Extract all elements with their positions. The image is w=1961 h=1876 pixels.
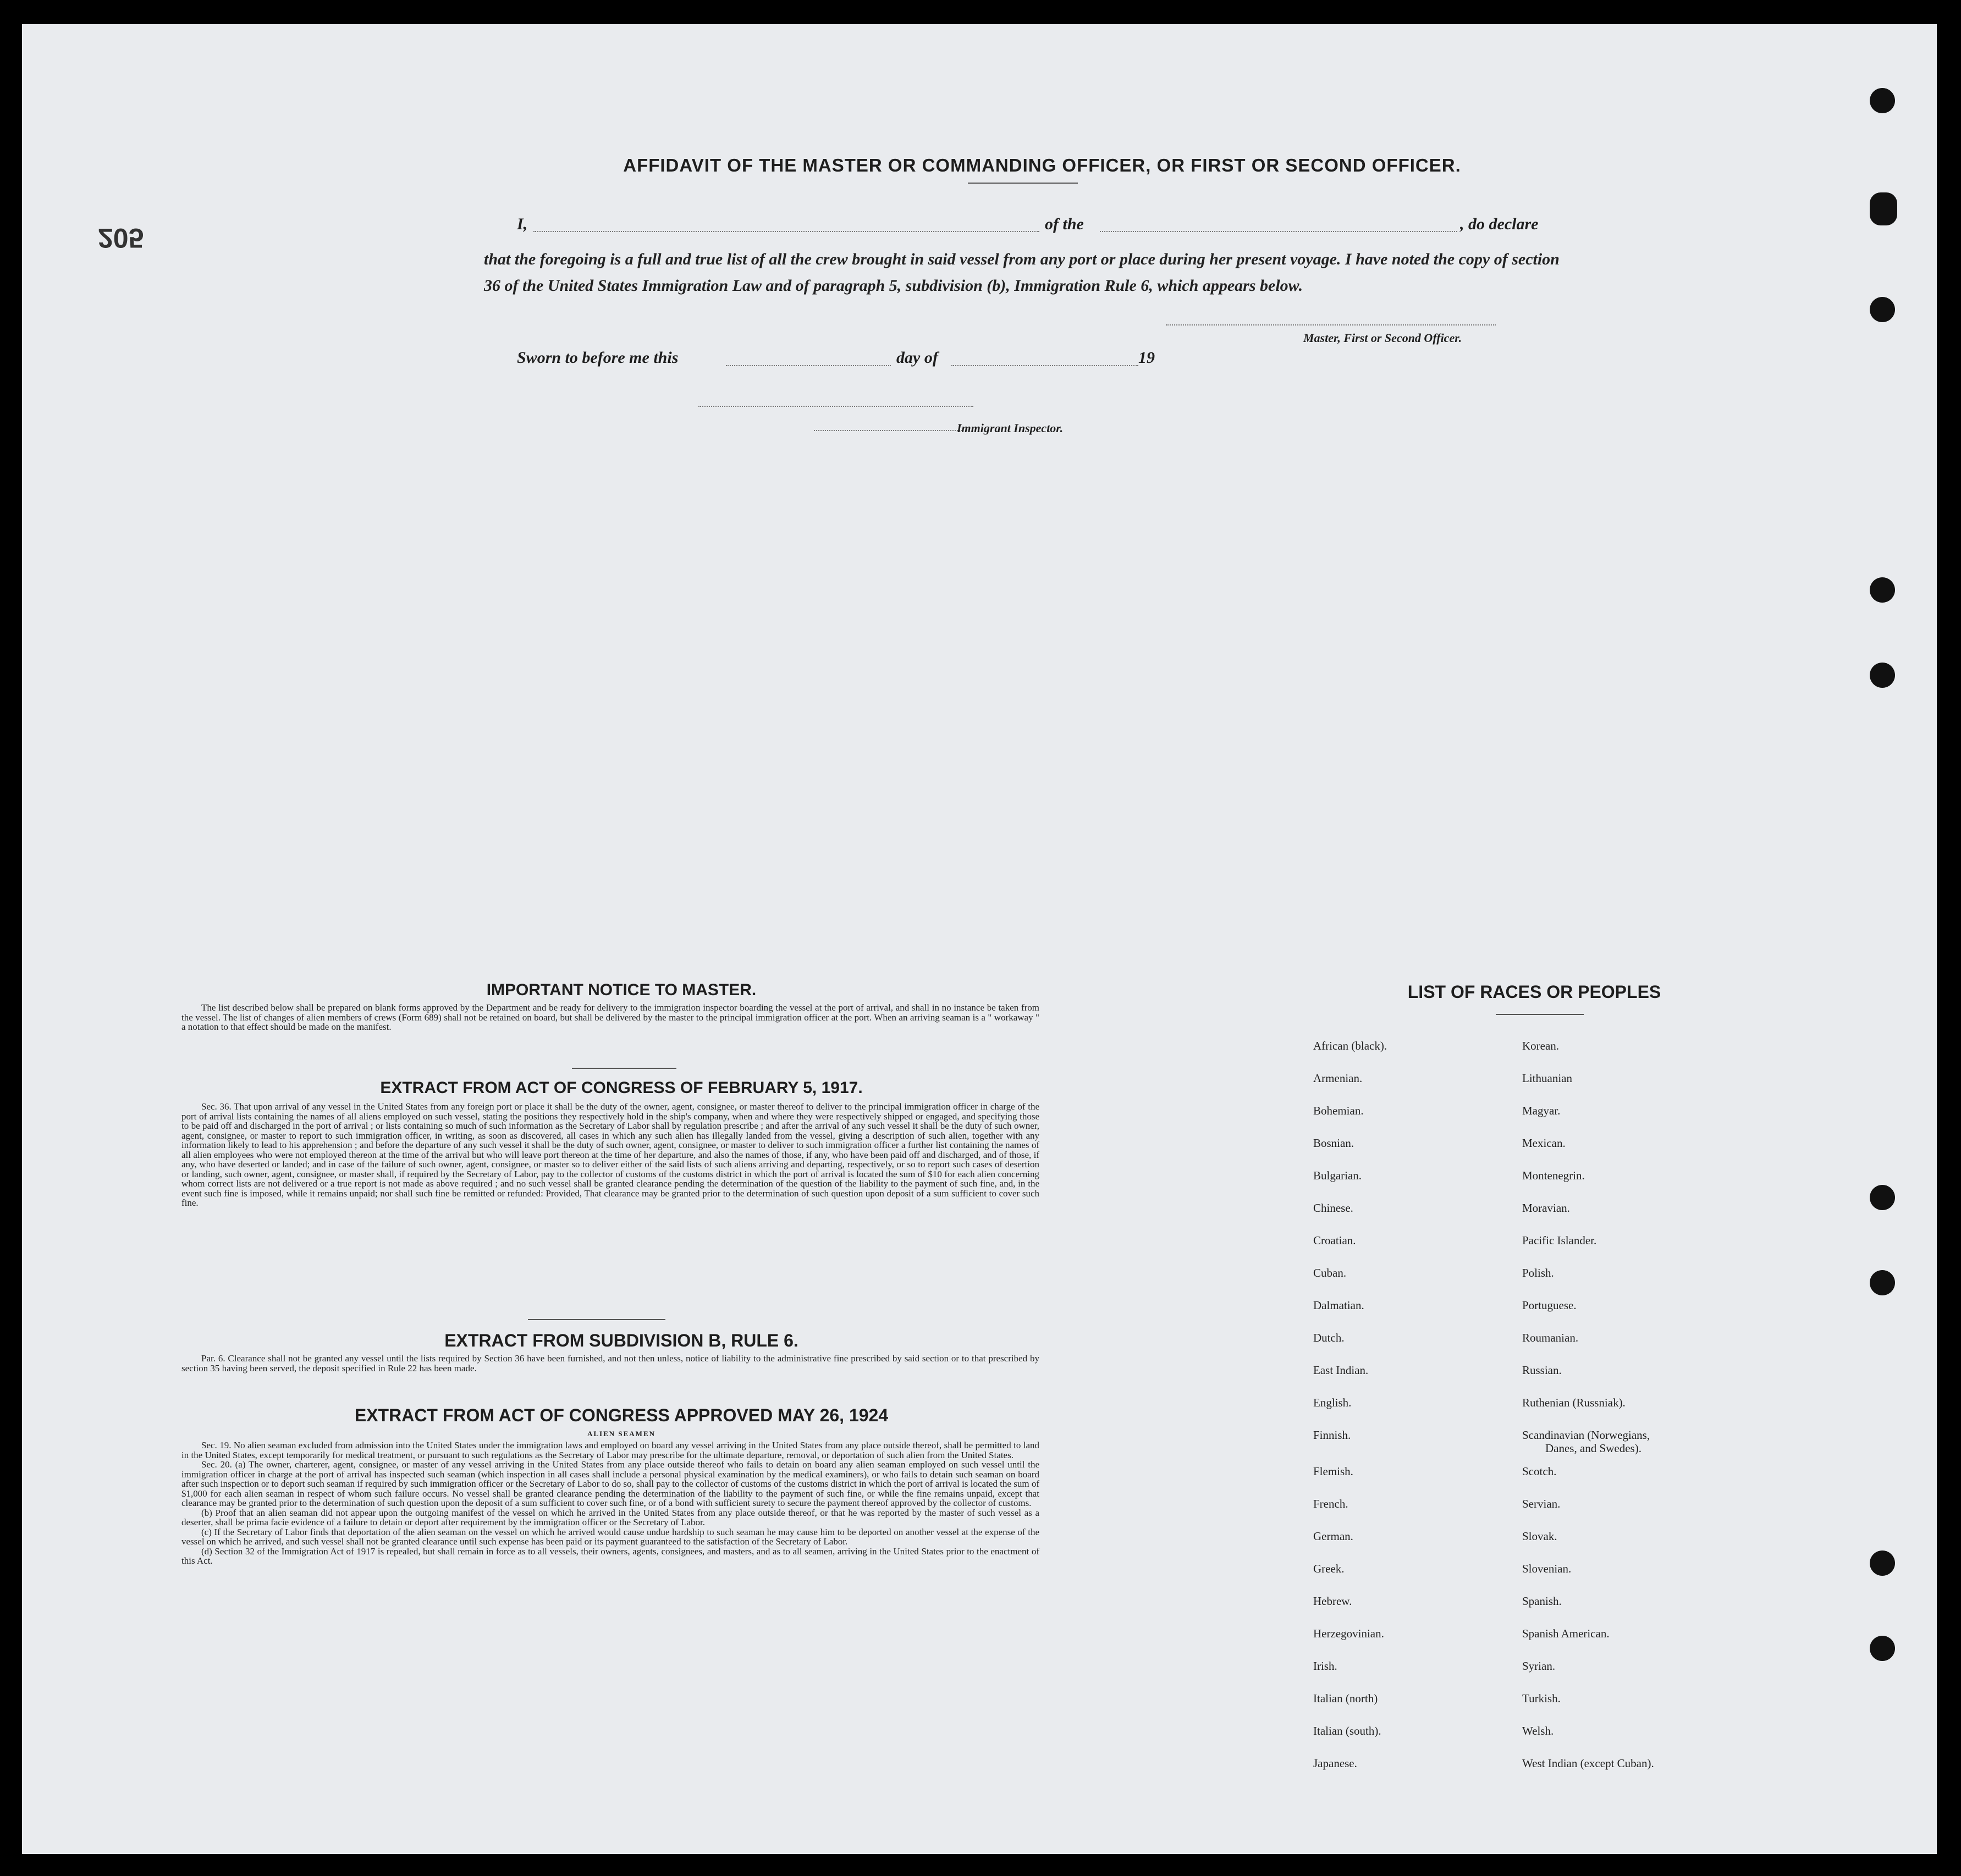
race-item: Mexican. [1522,1136,1566,1150]
inspector-signature-line[interactable] [698,406,973,407]
vessel-field[interactable] [1100,231,1457,232]
race-item: Slovak. [1522,1530,1557,1543]
binder-hole [1870,663,1895,688]
races-title: LIST OF RACES OR PEOPLES [1407,982,1661,1002]
race-item: Japanese. [1313,1757,1357,1770]
race-item: African (black). [1313,1039,1387,1052]
race-item: Irish. [1313,1659,1337,1673]
paragraph-sec20b: (b) Proof that an alien seaman did not appear upon the outgoing manifest of the vessel on which he arrived in the United States from any place outside thereof, or that he was reported by the master of such vessel as a deserter, shall be prima facie evidence of a failure to detain or deport after requirement by the immigration officer or the Secretary of Labor. [181,1507,1039,1527]
paragraph-sec20c: (c) If the Secretary of Labor finds that deportation of the alien seaman on the vessel on which he arrived would cause undue hardship to such seaman he may cause him to be deported on another vessel at the expense of the vessel on which he arrived, and such vessel shall not be granted clearance until such expense has been paid or its payment guaranteed to the satisfaction of the Secretary of Labor. [181,1526,1039,1547]
extract-1924-text [181,1441,1039,1566]
race-item: Servian. [1522,1497,1561,1510]
race-item: Cuban. [1313,1266,1347,1279]
day-field[interactable] [726,365,891,366]
race-item: Italian (north) [1313,1692,1378,1705]
race-item: Portuguese. [1522,1299,1577,1312]
extract-1924-subtitle: ALIEN SEAMEN [587,1430,656,1438]
day-of-label: day of [896,349,938,367]
race-item: Danes, and Swedes). [1545,1442,1641,1455]
race-item: Lithuanian [1522,1072,1572,1085]
race-item: Italian (south). [1313,1724,1381,1737]
race-item: Dalmatian. [1313,1299,1364,1312]
race-item: Russian. [1522,1364,1562,1377]
notice-text: The list described below shall be prepared on blank forms approved by the Department and be ready for delivery to the immigration inspector boarding the vessel at the port of arrival, and shall in no instance be taken from the vessel. The list of changes of alien members of crews (Form 689) shall not be retained on board, but shall be delivered by the master to the principal immigration officer at the port. When an arriving seaman is a " workaway " a notation to that effect should be made on the manifest. [181,1002,1039,1032]
race-item: Finnish. [1313,1428,1351,1442]
of-the-label: of the [1045,215,1084,233]
race-item: Croatian. [1313,1234,1356,1247]
binder-hole [1870,1185,1895,1210]
race-item: Armenian. [1313,1072,1363,1085]
notice-title: IMPORTANT NOTICE TO MASTER. [486,981,757,999]
race-item: Korean. [1522,1039,1560,1052]
race-item: Scotch. [1522,1465,1557,1478]
title-rule [968,183,1078,184]
race-item: English. [1313,1396,1352,1409]
race-item: German. [1313,1530,1353,1543]
paragraph-sec20d: (d) Section 32 of the Immigration Act of 1917 is repealed, but shall remain in force as to all vessels, their owners, agents, consignees, and masters, and as to all seamen, arriving in the United States prior to the enactment of this Act. [181,1546,1039,1566]
binder-hole [1870,1270,1895,1295]
race-item: Bosnian. [1313,1136,1354,1150]
affidavit-title: AFFIDAVIT OF THE MASTER OR COMMANDING OFFICER, OR FIRST OR SECOND OFFICER. [623,155,1461,175]
binder-hole [1870,88,1895,113]
inspector-field[interactable] [814,430,962,431]
divider [572,1068,676,1069]
inspector-label: Immigrant Inspector. [957,421,1064,435]
race-item: Syrian. [1522,1659,1556,1673]
extract-1924-title: EXTRACT FROM ACT OF CONGRESS APPROVED MAY 26, 1924 [354,1405,889,1425]
binder-hole [1870,297,1895,322]
race-item: Greek. [1313,1562,1345,1575]
race-item: Flemish. [1313,1465,1353,1478]
month-field[interactable] [951,365,1138,366]
divider [528,1319,665,1320]
race-item: Scandinavian (Norwegians, [1522,1428,1650,1442]
extract-rule6-text: Par. 6. Clearance shall not be granted any vessel until the lists required by Section 36 have been furnished, and not then unless, notice of liability to the administrative fine prescribed by said section or to that prescribed by section 35 having been served, the deposit specified in Rule 22 has been made. [181,1353,1039,1373]
paragraph-sec19: Sec. 19. No alien seaman excluded from admission into the United States under the immigration laws and employed on board any vessel arriving in the United States from any place outside thereof, shall be permitted to land in the United States, except temporarily for medical treatment, or pursuant to such regulations as the Secretary of Labor may prescribe for the ultimate departure, removal, or deportation of such alien from the United States. [181,1440,1039,1460]
page-number: 205 [98,223,144,253]
form-page [22,24,1937,1854]
race-item: East Indian. [1313,1364,1369,1377]
race-item: Chinese. [1313,1201,1353,1215]
extract-1917-text: Sec. 36. That upon arrival of any vessel in the United States from any foreign port or place it shall be the duty of the owner, agent, consignee, or master thereof to deliver to the principal immigration officer in charge of the port of arrival lists containing the names of all aliens employed on such vessel, stating the positions they respectively hold in the ship's company, when and where they were respectively shipped or engaged, and specifying those to be paid off and discharged in the port of arrival ; or lists containing so much of such information as the Secretary of Labor shall by regulation prescribe ; and after the arrival of any such vessel it shall be the duty of such owner, agent, consignee, or master to report to such immigration officer, in writing, as soon as discovered, all cases in which any such alien has illegally landed from the vessel, giving a description of such alien, together with any information likely to lead to his apprehension ; and before the departure of any such vessel it shall be the duty of such owner, agent, consignee, or master to deliver to such immigration officer a further list containing the names of all alien employees who were not employed thereon at the time of the arrival but who will leave port thereon at the time of her departure, and also the names of those, if any, who have been paid off and discharged, and of those, if any, who have deserted or landed; and in case of the failure of such owner, agent, consignee, or master so to deliver either of the said lists of such aliens arriving and departing, respectively, or so to report such cases of desertion or landing, such owner, agent, consignee, or master shall, if required by the Secretary of Labor, pay to the collector of customs of the customs district in which the port of arrival is located the sum of $10 for each alien concerning whom correct lists are not delivered or a true report is not made as above required ; and no such vessel shall be granted clearance pending the determination of the question of the liability to the payment of such fine, and, in the event such fine is imposed, while it remains unpaid; nor shall such fine be remitted or refunded: Provided, That clearance may be granted prior to the determination of such question upon deposit of a sum sufficient to cover such fine. [181,1101,1039,1208]
i-label: I, [517,215,528,233]
race-item: Ruthenian (Russniak). [1522,1396,1626,1409]
race-item: Slovenian. [1522,1562,1572,1575]
master-signature-field[interactable] [1166,324,1496,325]
race-item: Turkish. [1522,1692,1561,1705]
race-item: Dutch. [1313,1331,1345,1344]
race-item: Pacific Islander. [1522,1234,1597,1247]
race-item: French. [1313,1497,1348,1510]
race-item: Welsh. [1522,1724,1554,1737]
race-item: West Indian (except Cuban). [1522,1757,1654,1770]
paragraph-sec20a: Sec. 20. (a) The owner, charterer, agent, consignee, or master of any vessel arriving in the United States from any place outside thereof who fails to detain on board any alien seaman employed on such vessel until the immigration officer in charge at the port of arrival has inspected such seaman (which inspection in all cases shall include a personal physical examination by the medical examiners), or who fails to detain such seaman on board after such inspection or to deport such seaman if required by such immigration officer or the Secretary of Labor to do so, shall pay to the collector of customs of the customs district in which the port of arrival is located the sum of $1,000 for each alien seaman in respect of whom such failure occurs. No vessel shall be granted clearance pending the determination of the liability to the payment of such fine, or while the fine remains unpaid, except that clearance may be granted prior to the determination of such question upon the deposit of a sum sufficient to cover such fine, or of a bond with sufficient surety to secure the payment thereof approved by the collector of customs. [181,1459,1039,1508]
race-item: Bohemian. [1313,1104,1364,1117]
race-item: Bulgarian. [1313,1169,1362,1182]
binder-hole [1870,1551,1895,1576]
declaration-text: that the foregoing is a full and true list of all the crew brought in said vessel from any port or place during her present voyage. I have noted the copy of section 36 of the United States Immigration Law and of paragraph 5, subdivision (b), Immigration Rule 6, which appears below. [484,250,1560,295]
race-item: Roumanian. [1522,1331,1579,1344]
binder-hole [1870,1636,1895,1661]
extract-rule6-title: EXTRACT FROM SUBDIVISION B, RULE 6. [444,1331,798,1350]
do-declare-label: , do declare [1460,215,1539,233]
race-item: Magyar. [1522,1104,1561,1117]
race-item: Spanish American. [1522,1627,1610,1640]
year-prefix: 19 [1138,349,1155,367]
race-item: Polish. [1522,1266,1554,1279]
race-item: Spanish. [1522,1594,1562,1608]
race-item: Montenegrin. [1522,1169,1585,1182]
extract-1917-title: EXTRACT FROM ACT OF CONGRESS OF FEBRUARY 5, 1917. [380,1079,863,1097]
name-field[interactable] [533,231,1039,232]
binder-hole [1870,577,1895,603]
race-item: Moravian. [1522,1201,1570,1215]
sworn-label: Sworn to before me this [517,349,679,367]
race-item: Hebrew. [1313,1594,1352,1608]
binder-hole [1870,192,1897,225]
divider [1496,1014,1584,1015]
race-item: Herzegovinian. [1313,1627,1384,1640]
master-signature-label: Master, First or Second Officer. [1303,331,1462,345]
